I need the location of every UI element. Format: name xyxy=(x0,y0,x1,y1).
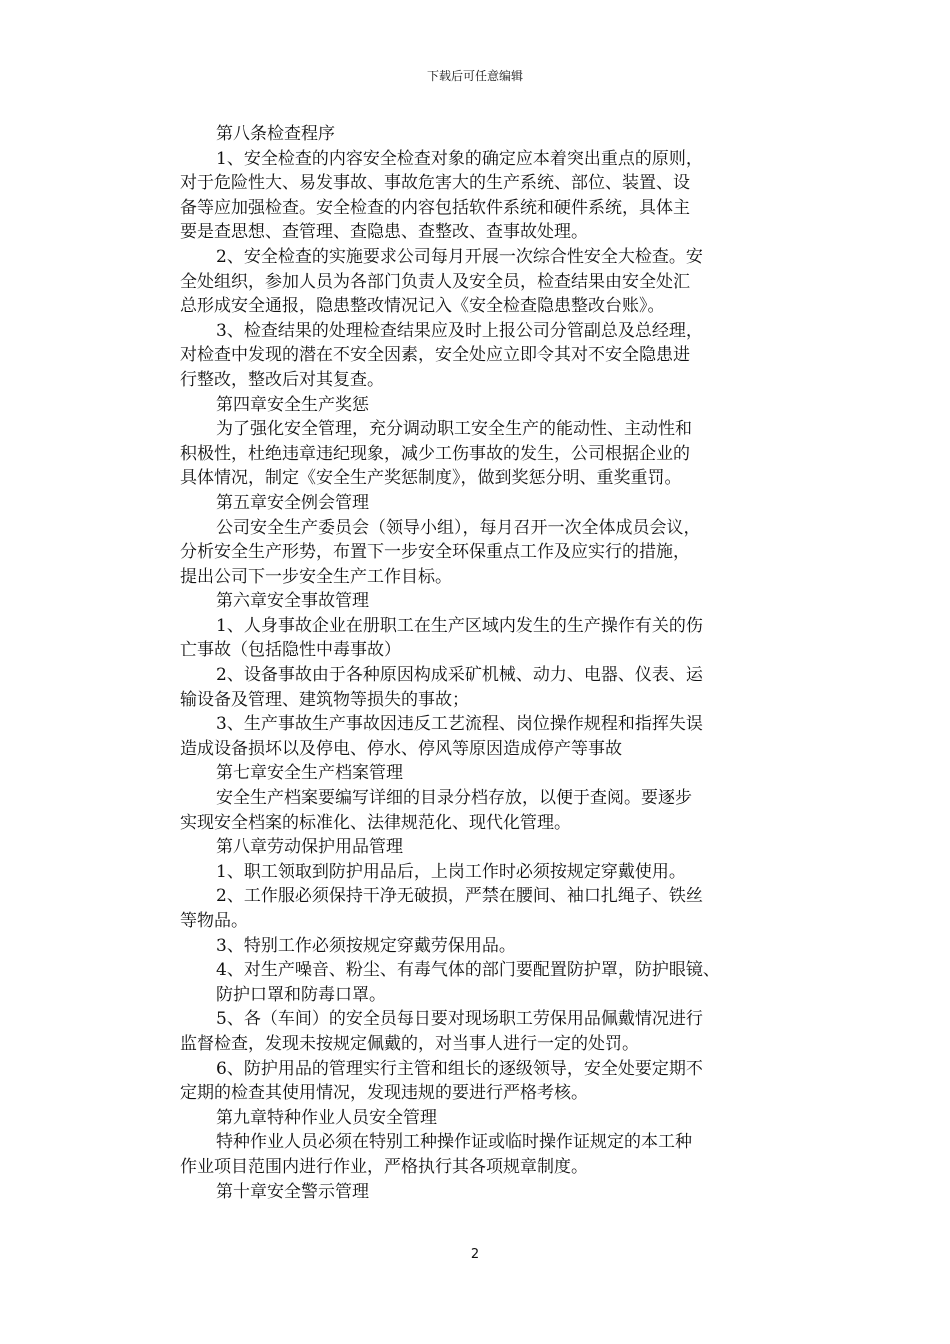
text-line: 第八章劳动保护用品管理 xyxy=(216,837,403,858)
text-line: 第六章安全事故管理 xyxy=(216,591,369,612)
text-line: 2、工作服必须保持干净无破损，严禁在腰间、袖口扎绳子、铁丝 xyxy=(216,886,703,907)
text-line: 3、检查结果的处理检查结果应及时上报公司分管副总及总经理， xyxy=(216,320,703,341)
text-line: 2、设备事故由于各种原因构成采矿机械、动力、电器、仪表、运 xyxy=(216,665,703,686)
text-line: 第四章安全生产奖惩 xyxy=(216,394,369,415)
text-line: 要是查思想、查管理、查隐患、查整改、查事故处理。 xyxy=(180,222,588,243)
text-line: 总形成安全通报，隐患整改情况记入《安全检查隐患整改台账》。 xyxy=(180,296,665,317)
text-line: 全处组织，参加人员为各部门负责人及安全员，检查结果由安全处汇 xyxy=(180,271,690,292)
text-line: 积极性，杜绝违章违纪现象，减少工伤事故的发生，公司根据企业的 xyxy=(180,443,690,464)
text-line: 实现安全档案的标准化、法律规范化、现代化管理。 xyxy=(180,812,571,833)
text-line: 第十章安全警示管理 xyxy=(216,1181,369,1202)
text-line: 安全生产档案要编写详细的目录分档存放，以便于查阅。要逐步 xyxy=(216,788,692,809)
text-line: 亡事故（包括隐性中毒事故） xyxy=(180,640,401,661)
text-line: 3、生产事故生产事故因违反工艺流程、岗位操作规程和指挥失误 xyxy=(216,714,703,735)
text-line: 防护口罩和防毒口罩。 xyxy=(216,984,386,1005)
text-line: 公司安全生产委员会（领导小组），每月召开一次全体成员会议， xyxy=(216,517,701,538)
text-line: 1、人身事故企业在册职工在生产区域内发生的生产操作有关的伤 xyxy=(216,615,703,636)
page-header-note: 下载后可任意编辑 xyxy=(426,69,523,83)
text-line: 4、对生产噪音、粉尘、有毒气体的部门要配置防护罩，防护眼镜、 xyxy=(216,960,720,981)
document-body xyxy=(180,122,780,1204)
text-line: 1、安全检查的内容安全检查对象的确定应本着突出重点的原则， xyxy=(216,148,703,169)
text-line: 分析安全生产形势，布置下一步安全环保重点工作及应实行的措施， xyxy=(180,542,690,563)
text-line: 具体情况，制定《安全生产奖惩制度》，做到奖惩分明、重奖重罚。 xyxy=(180,468,682,489)
text-line: 提出公司下一步安全生产工作目标。 xyxy=(180,566,452,587)
text-line: 备等应加强检查。安全检查的内容包括软件系统和硬件系统，具体主 xyxy=(180,197,690,218)
text-line: 为了强化安全管理，充分调动职工安全生产的能动性、主动性和 xyxy=(216,419,692,440)
text-line: 定期的检查其使用情况，发现违规的要进行严格考核。 xyxy=(180,1083,588,1104)
text-line: 特种作业人员必须在特别工种操作证或临时操作证规定的本工种 xyxy=(216,1132,692,1153)
text-line: 1、职工领取到防护用品后，上岗工作时必须按规定穿戴使用。 xyxy=(216,861,686,882)
text-line: 2、安全检查的实施要求公司每月开展一次综合性安全大检查。安 xyxy=(216,246,703,267)
text-line: 6、防护用品的管理实行主管和组长的逐级领导，安全处要定期不 xyxy=(216,1058,703,1079)
text-line: 输设备及管理、建筑物等损失的事故； xyxy=(180,689,469,710)
text-line: 第九章特种作业人员安全管理 xyxy=(216,1107,437,1128)
text-line: 等物品。 xyxy=(180,911,248,931)
text-line: 监督检查，发现未按规定佩戴的，对当事人进行一定的处罚。 xyxy=(180,1033,639,1054)
text-line: 3、特别工作必须按规定穿戴劳保用品。 xyxy=(216,935,516,956)
text-line: 作业项目范围内进行作业，严格执行其各项规章制度。 xyxy=(180,1156,588,1177)
text-line: 造成设备损坏以及停电、停水、停风等原因造成停产等事故 xyxy=(180,738,622,759)
text-line: 5、各（车间）的安全员每日要对现场职工劳保用品佩戴情况进行 xyxy=(216,1009,703,1030)
text-line: 第七章安全生产档案管理 xyxy=(216,763,403,784)
page-number: 2 xyxy=(470,1247,480,1262)
text-line: 第八条检查程序 xyxy=(216,124,335,144)
text-line: 对于危险性大、易发事故、事故危害大的生产系统、部位、装置、设 xyxy=(180,173,690,194)
text-line: 行整改，整改后对其复查。 xyxy=(180,369,384,390)
text-line: 第五章安全例会管理 xyxy=(216,492,369,513)
text-line: 对检查中发现的潜在不安全因素，安全处应立即令其对不安全隐患进 xyxy=(180,345,690,366)
